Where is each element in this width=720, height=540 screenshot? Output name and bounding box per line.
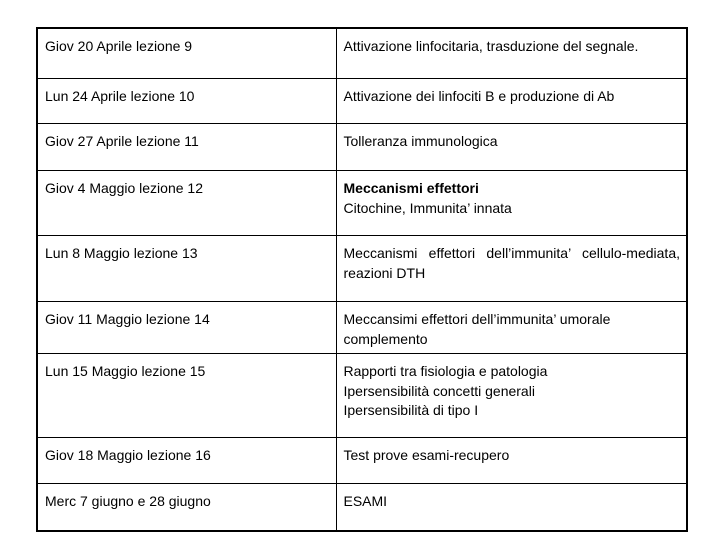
topic-line: Attivazione linfocitaria, trasduzione del segnale. [343, 38, 639, 54]
lesson-topic-cell [336, 302, 687, 354]
topic-line: Test prove esami-recupero [343, 447, 510, 463]
table-row [37, 79, 687, 124]
topic-line: Attivazione dei linfociti B e produzione di Ab [343, 88, 615, 104]
topic-line: Ipersensibilità concetti generali [343, 382, 535, 399]
lesson-date-cell: Lun 24 Aprile lezione 10 [37, 79, 336, 124]
lesson-date-cell: Giov 27 Aprile lezione 11 [37, 124, 336, 171]
lesson-date-cell: Merc 7 giugno e 28 giugno [37, 484, 336, 532]
lesson-schedule-table [36, 27, 688, 532]
lesson-topic-cell [336, 484, 687, 532]
lesson-date-cell: Lun 8 Maggio lezione 13 [37, 236, 336, 302]
lesson-date-cell: Lun 15 Maggio lezione 15 [37, 354, 336, 438]
topic-line: Tolleranza immunologica [343, 133, 498, 149]
lesson-topic-cell [336, 124, 687, 171]
topic-line: Ipersensibilità di tipo I [343, 402, 479, 418]
topic-line: Meccansimi effettori dell’immunita’ umorale [343, 311, 611, 327]
lesson-topic-cell [336, 28, 687, 79]
topic-line: complemento [343, 330, 428, 347]
lesson-date-cell: Giov 18 Maggio lezione 16 [37, 438, 336, 484]
topic-line: Rapporti tra fisiologia e patologia [343, 363, 548, 379]
topic-heading: Meccanismi effettori [343, 180, 479, 196]
lesson-date-cell: Giov 11 Maggio lezione 14 [37, 302, 336, 354]
lesson-topic-cell [336, 171, 687, 236]
lesson-topic-cell [336, 79, 687, 124]
lesson-date-cell: Giov 4 Maggio lezione 12 [37, 171, 336, 236]
table-row [37, 171, 687, 236]
topic-line: Meccanismi effettori dell’immunita’ cellulo-mediata, reazioni DTH [343, 245, 680, 281]
lesson-topic-cell [336, 438, 687, 484]
table-row [37, 302, 687, 354]
lesson-topic-cell [336, 354, 687, 438]
table-row [37, 354, 687, 438]
table-row [37, 484, 687, 532]
table-row [37, 28, 687, 79]
lesson-date-cell: Giov 20 Aprile lezione 9 [37, 28, 336, 79]
table-row [37, 236, 687, 302]
topic-line: ESAMI [343, 493, 388, 509]
lesson-topic-cell [336, 236, 687, 302]
table-row [37, 124, 687, 171]
topic-line: Citochine, Immunita’ innata [343, 199, 512, 216]
table-row [37, 438, 687, 484]
